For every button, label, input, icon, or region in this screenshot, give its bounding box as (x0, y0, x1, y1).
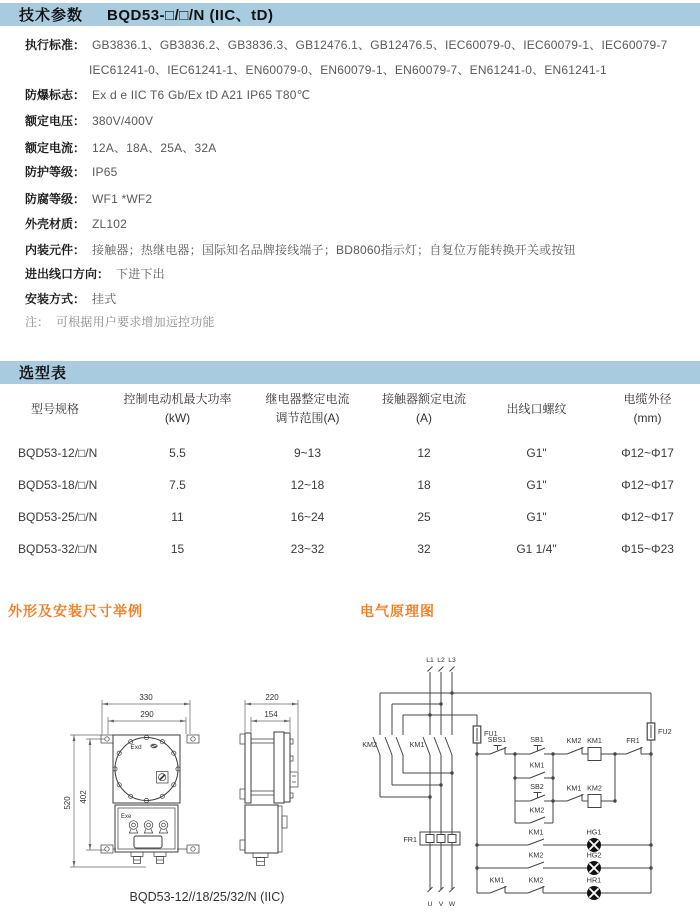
param-value: GB3836.1、GB3836.2、GB3836.3、GB12476.1、GB12476.5、IEC60079-0、IEC60079-1、IEC60079-7 (92, 38, 668, 52)
rotary-switch-icon (157, 772, 169, 784)
reversing-rails (380, 691, 651, 716)
param-label: 注： (25, 315, 50, 329)
selection-table-head (0, 388, 700, 430)
km1-lamp-contact-label: KM1 (528, 827, 544, 837)
cell-cable-od: Φ12~Φ17 (621, 446, 674, 460)
tech-params-header-bar (0, 3, 700, 26)
cell-cable-od: Φ15~Φ23 (621, 542, 674, 556)
selection-table-header-bar (0, 361, 700, 384)
dim-402 (79, 739, 105, 850)
dim-154-label: 154 (264, 710, 278, 719)
fu2-fuse (647, 693, 671, 893)
output-u-label: U (427, 901, 433, 908)
phase-l3-label: L3 (448, 657, 456, 664)
fr1-contact-label: FR1 (626, 736, 640, 745)
cell-thread: G1 1/4" (516, 542, 557, 556)
param-value: 挂式 (92, 292, 117, 306)
param-value: 380V/400V (92, 114, 154, 128)
control-rung2 (515, 782, 617, 808)
param-row-mounting (25, 290, 116, 308)
param-row-cable-entry (25, 265, 165, 283)
km1-interlock-label: KM1 (566, 783, 582, 793)
lamp-row-hr1 (477, 876, 651, 901)
col-header-relay: 继电器整定电流 调节范围(A) (265, 392, 350, 425)
dim-330-label: 330 (139, 693, 153, 702)
electrical-schematic (358, 650, 700, 913)
param-row-standards-line2: IEC61241-0、IEC61241-1、EN60079-0、EN60079-1、EN60079-7、EN61241-0、EN61241-1 (89, 63, 607, 77)
param-label: 额定电流： (25, 141, 86, 155)
col-header-contactor: 接触器额定电流 (A) (381, 392, 466, 425)
schematic-section-title: 电气原理图 (360, 603, 435, 619)
km2-main-label: KM2 (362, 740, 377, 749)
cable-glands (131, 852, 166, 864)
param-value: WF1 *WF2 (92, 192, 153, 206)
cell-model: BQD53-25/□/N (18, 510, 98, 524)
param-value: IP65 (92, 165, 118, 179)
col-header-model: 型号规格 (30, 401, 79, 416)
param-row-rated-voltage (25, 112, 153, 130)
param-row-ip-rating (25, 163, 118, 181)
exe-marking: Exe (121, 814, 132, 820)
km1-hold-label: KM1 (529, 760, 545, 770)
table-row (0, 437, 700, 469)
outline-caption: BQD53-12//18/25/32/N (IIC) (129, 890, 285, 904)
km1-coil-label: KM1 (587, 736, 602, 745)
param-label: 防爆标志： (25, 88, 86, 102)
lamp-row-hg1 (475, 828, 652, 853)
sbs1-label: SBS1 (487, 735, 507, 744)
cell-power: 15 (170, 542, 185, 556)
cell-relay-range: 23~32 (290, 542, 325, 556)
param-row-standards (25, 36, 668, 54)
output-terminals (428, 887, 456, 908)
nameplate-window (134, 836, 162, 848)
col-header-cable-od: 电缆外径 (mm) (623, 392, 672, 425)
tech-params-model: BQD53-□/□/N (IIC、tD) (107, 7, 274, 24)
param-label: 外壳材质： (25, 217, 86, 231)
cell-contactor-a: 25 (417, 510, 431, 524)
hg2-label: HG2 (586, 850, 602, 860)
fr1-main-label: FR1 (403, 835, 417, 844)
param-label: 执行标准： (25, 38, 86, 52)
cell-power: 7.5 (169, 478, 186, 492)
dim-520-label: 520 (63, 796, 72, 810)
km2-contactor (362, 693, 453, 799)
param-row-components (25, 241, 576, 259)
col-header-power: 控制电动机最大功率 (kW) (123, 392, 232, 425)
cell-power: 11 (171, 510, 184, 524)
cell-contactor-a: 18 (417, 478, 431, 492)
dim-290-label: 290 (140, 710, 154, 719)
param-label: 进出线口方向： (25, 267, 110, 281)
outline-drawing (60, 660, 320, 913)
phase-l2-label: L2 (437, 657, 445, 664)
cell-relay-range: 16~24 (290, 510, 325, 524)
param-label: 安装方式： (25, 292, 86, 306)
cell-thread: G1" (526, 446, 547, 460)
pushbuttons (129, 821, 168, 833)
dim-154 (251, 710, 290, 732)
km2-coil-label: KM2 (587, 783, 602, 793)
cell-thread: G1" (526, 478, 547, 492)
param-value: 下进下出 (116, 267, 165, 281)
sb1-label: SB1 (530, 735, 544, 744)
cell-relay-range: 9~13 (293, 446, 322, 460)
table-row (0, 469, 700, 501)
cell-contactor-a: 12 (417, 446, 431, 460)
cell-model: BQD53-18/□/N (18, 478, 98, 492)
param-row-enclosure (25, 215, 127, 233)
param-label: 防腐等级： (25, 192, 86, 206)
side-gland (253, 853, 268, 866)
sb2-label: SB2 (530, 782, 544, 791)
exd-marking: Exd (130, 744, 142, 751)
phase-terminals (426, 657, 456, 672)
front-view (101, 735, 199, 864)
param-value: 接触器；热继电器；国际知名品牌接线端子；BD8060指示灯；自复位万能转换开关或按钮 (92, 243, 576, 257)
cell-cable-od: Φ12~Φ17 (621, 478, 674, 492)
km2-holding-contact (515, 806, 553, 824)
param-row-ex-marking (25, 86, 310, 104)
output-v-label: V (438, 901, 444, 908)
cell-model: BQD53-32/□/N (18, 542, 98, 556)
tech-params-title: 技术参数 (19, 7, 84, 24)
col-header-thread: 出线口螺纹 (506, 401, 567, 416)
selection-table-title: 选型表 (19, 365, 68, 382)
fu1-label: FU1 (484, 729, 498, 738)
dim-290 (108, 710, 186, 734)
dim-520 (63, 735, 146, 867)
hr1-label: HR1 (586, 875, 602, 885)
param-row-note (25, 313, 215, 331)
cell-power: 5.5 (169, 446, 186, 460)
param-value: ZL102 (92, 217, 128, 231)
brand-logo (150, 744, 157, 749)
param-row-rated-current (25, 139, 216, 157)
km2-interlock-label: KM2 (566, 736, 582, 745)
km1-main-label: KM1 (409, 740, 425, 749)
hg1-label: HG1 (586, 827, 602, 837)
side-view (240, 693, 298, 866)
param-label: 防护等级： (25, 165, 86, 179)
dim-402-label: 402 (79, 790, 88, 804)
side-switch (290, 772, 298, 787)
lamp-row-hg2 (475, 851, 652, 876)
cell-model: BQD53-12/□/N (18, 446, 98, 460)
cell-thread: G1" (526, 510, 547, 524)
table-row (0, 501, 700, 533)
param-label: 内装元件： (25, 243, 86, 257)
cell-cable-od: Φ12~Φ17 (621, 510, 674, 524)
phase-l1-label: L1 (426, 657, 434, 664)
table-row (0, 533, 700, 565)
cell-relay-range: 12~18 (290, 478, 325, 492)
cell-contactor-a: 32 (417, 542, 431, 556)
param-value: 可根据用户要求增加远控功能 (56, 315, 215, 329)
output-w-label: W (448, 901, 456, 908)
param-label: 额定电压： (25, 114, 86, 128)
hr-km2-label: KM2 (528, 875, 544, 885)
dim-220-label: 220 (265, 693, 279, 702)
cover-bolts (113, 735, 180, 802)
param-value: 12A、18A、25A、32A (92, 141, 217, 155)
km2-hold-label: KM2 (529, 805, 545, 815)
hr-km1-label: KM1 (489, 875, 505, 885)
param-row-corrosion (25, 190, 152, 208)
control-rung1 (475, 735, 652, 761)
fu2-label: FU2 (658, 727, 672, 736)
km1-holding-contact (513, 761, 554, 780)
km2-lamp-contact-label: KM2 (528, 850, 544, 860)
power-mains (410, 672, 452, 890)
outline-section-title: 外形及安装尺寸举例 (8, 603, 143, 619)
param-value: Ex d e IIC T6 Gb/Ex tD A21 IP65 T80℃ (92, 88, 311, 102)
